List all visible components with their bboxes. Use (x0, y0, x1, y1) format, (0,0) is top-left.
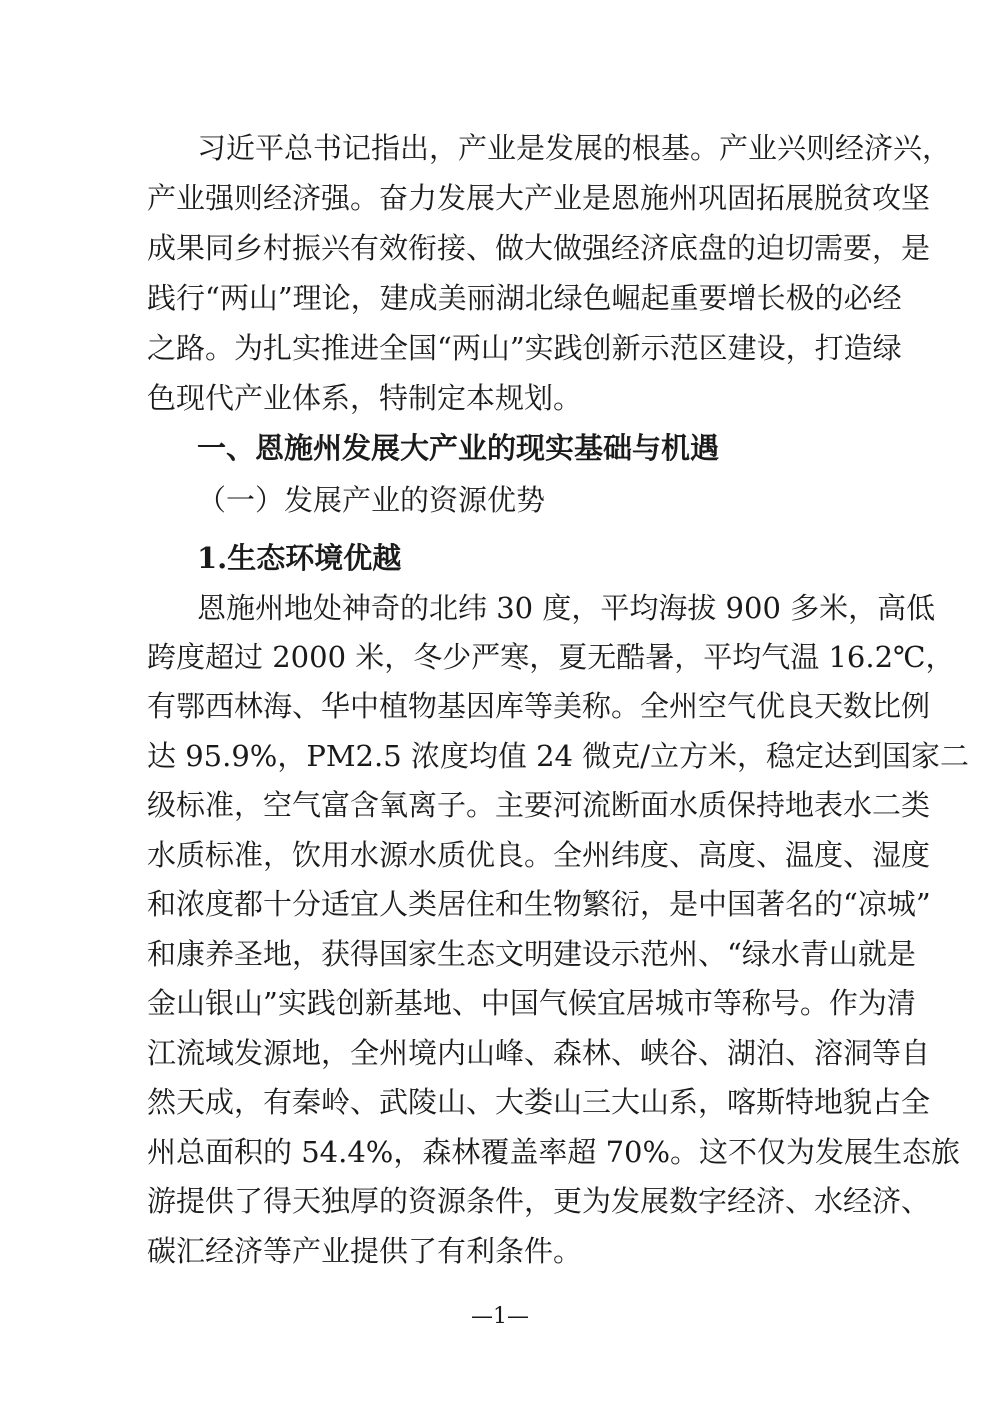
body-line-6: 水质标准，饮用水源水质优良。全州纬度、高度、温度、湿度 (147, 838, 931, 872)
body-line-2: 跨度超过 2000 米，冬少严寒，夏无酷暑，平均气温 16.2℃， (147, 640, 955, 674)
body-line-13: 游提供了得天独厚的资源条件，更为发展数字经济、水经济、 (147, 1184, 931, 1218)
body-line-4: 达 95.9%，PM2.5 浓度均值 24 微克/立方米，稳定达到国家二 (147, 739, 969, 773)
intro-line-1: 习近平总书记指出，产业是发展的根基。产业兴则经济兴， (197, 131, 952, 165)
body-line-5: 级标准，空气富含氧离子。主要河流断面水质保持地表水二类 (147, 788, 931, 822)
body-line-7: 和浓度都十分适宜人类居住和生物繁衍，是中国著名的“凉城” (147, 887, 931, 921)
subsection-heading: （一）发展产业的资源优势 (197, 483, 546, 517)
body-line-14: 碳汇经济等产业提供了有利条件。 (147, 1234, 583, 1268)
page-number: —1— (471, 1304, 529, 1329)
body-line-3: 有鄂西林海、华中植物基因库等美称。全州空气优良天数比例 (147, 689, 931, 723)
intro-line-6: 色现代产业体系，特制定本规划。 (147, 381, 583, 415)
body-line-1: 恩施州地处神奇的北纬 30 度，平均海拔 900 多米，高低 (197, 591, 936, 625)
intro-line-5: 之路。为扎实推进全国“两山”实践创新示范区建设，打造绿 (147, 331, 902, 365)
intro-line-2: 产业强则经济强。奋力发展大产业是恩施州巩固拓展脱贫攻坚 (147, 181, 931, 215)
section-heading: 一、恩施州发展大产业的现实基础与机遇 (197, 431, 720, 465)
intro-line-4: 践行“两山”理论，建成美丽湖北绿色崛起重要增长极的必经 (147, 281, 902, 315)
intro-line-3: 成果同乡村振兴有效衔接、做大做强经济底盘的迫切需要，是 (147, 231, 931, 265)
body-line-9: 金山银山”实践创新基地、中国气候宜居城市等称号。作为清 (147, 986, 916, 1020)
body-line-8: 和康养圣地，获得国家生态文明建设示范州、“绿水青山就是 (147, 937, 916, 971)
body-line-12: 州总面积的 54.4%，森林覆盖率超 70%。这不仅为发展生态旅 (147, 1135, 961, 1169)
body-line-11: 然天成，有秦岭、武陵山、大娄山三大山系，喀斯特地貌占全 (147, 1085, 931, 1119)
body-line-10: 江流域发源地，全州境内山峰、森林、峡谷、湖泊、溶洞等自 (147, 1036, 931, 1070)
item-heading: 1.生态环境优越 (197, 541, 402, 575)
